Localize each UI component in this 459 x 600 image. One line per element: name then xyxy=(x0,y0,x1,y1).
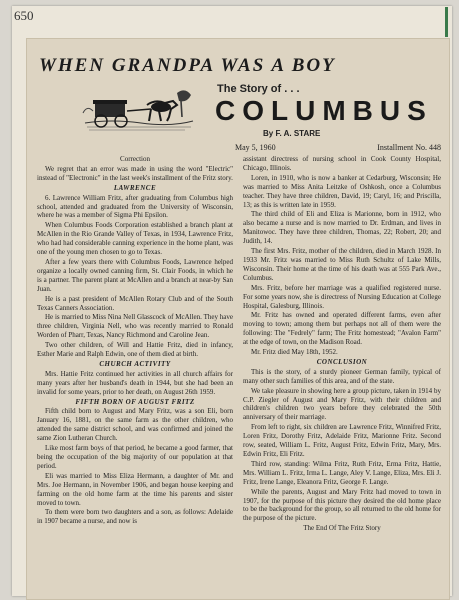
paragraph: 6. Lawrence William Fritz, after graduating from Columbus high school, attended and graduated from the University of Wisconsin, where he was a member of Sigma Phi Epsilon. xyxy=(37,193,233,220)
paragraph: Like most farm boys of that period, he became a good farmer, that being the occupation of the big majority of our population at that period. xyxy=(37,444,233,470)
page-number: 650 xyxy=(14,8,34,23)
paragraph: From left to right, six children are Lawrence Fritz, Winnifred Fritz, Loren Fritz, Dorothy Fritz, Adelaide Fritz, Marionne Fritz. Second row, seated, William L. Fritz, August Fritz, Edwin Fritz, Mary, Mrs. Edwin Fritz, Eli Fritz. xyxy=(243,423,441,458)
scrapbook-page xyxy=(12,6,452,596)
paragraph: The third child of Eli and Eliza is Marionne, born in 1912, who also became a nurse and is now married to Dr. Erdman, and lives in Manitowoc. They have three children, Thomas, 22; Robert, 20; and Judith, 14. xyxy=(243,210,441,246)
section-heading: CHURCH ACTIVITY xyxy=(99,359,171,368)
paragraph: assistant directress of nursing school in Cook County Hospital, Chicago, Illinois. xyxy=(243,155,441,172)
left-text-column xyxy=(37,155,233,527)
paragraph: This is the story, of a sturdy pioneer German family, typical of many other such families of this area, and of the state. xyxy=(243,367,441,385)
paragraph: When Columbus Foods Corporation established a branch plant at McAllen in the Rio Grande Valley of Texas, in 1934, Lawrence Fritz, who had had considerable canning experience in the home plant, was one of the young men chosen to go to Texas. xyxy=(37,221,233,257)
paragraph: While the parents, August and Mary Fritz had moved to town in 1907, for the purpose of this picture they desired the old home place to be the background for the group, so all returned to the old home for the purpose of the picture. xyxy=(243,487,441,523)
correction-heading: Correction xyxy=(120,155,150,163)
closing-line: The End Of The Fritz Story xyxy=(303,524,381,533)
section-heading: CONCLUSION xyxy=(316,357,368,366)
right-text-column xyxy=(243,155,441,534)
paragraph: Eli was married to Miss Eliza Hermann, a daughter of Mr. and Mrs. Joe Hermann, in November 1906, and began house keeping and farming on the old home farm at the time his parents and sister moved to town. xyxy=(37,471,233,507)
paragraph: We take pleasure in showing here a group picture, taken in 1914 by C.P. Ziegler of August and Mary Fritz, with their children and children's children two years before they celebrated the 50th anniversary of their marriage. xyxy=(243,386,441,422)
paragraph: Fifth child born to August and Mary Fritz, was a son Eli, born January 16, 1881, on the same farm as the other children, who attended the same district school, and was confirmed and joined the same Zion Lutheran Church. xyxy=(37,407,233,443)
paragraph: Loren, in 1910, who is now a banker at Cedarburg, Wisconsin; He was married to Miss Anita Leitzke of Oshkosh, once a Columbus teacher. They have three children, David, 19; Caryl, 16; and Priscilla, 13; as this is written late in 1959. xyxy=(243,173,441,209)
paragraph: After a few years there with Columbus Foods, Lawrence helped organize a locally owned canning firm, St. Clair Foods, in which he is a partner. The parent plant at McAllen and a branch at near-by San Juan. xyxy=(37,257,233,293)
section-heading: FIFTH BORN OF AUGUST FRITZ xyxy=(75,397,195,406)
horse-carriage-illustration xyxy=(81,83,197,135)
newspaper-clipping xyxy=(26,38,450,600)
byline: By F. A. STARE xyxy=(263,129,321,138)
dateline xyxy=(235,143,441,152)
issue-date: May 5, 1960 xyxy=(235,143,276,152)
paragraph: He is married to Miss Nina Nell Glasscock of McAllen. They have three children, Virginia Nell, who was recently married to Ronald Worden of Pharr, Texas, Nancy Richmond and Caroline Jean. xyxy=(37,313,233,340)
paragraph: Mrs. Hattie Fritz continued her activities in all church affairs for many years after her husband's death in 1944, but she had been an invalid for some years, prior to her death, on August 26th 1959. xyxy=(37,369,233,396)
title-prefix: The Story of . . . xyxy=(217,83,300,95)
paragraph: Mrs. Fritz, before her marriage was a qualified registered nurse. For some years now, she is directress of Nursing Education at College Hospital, Galesburg, Illinois. xyxy=(243,283,441,310)
paragraph: To them were born two daughters and a son, as follows: Adelaide in 1907 became a nurse, and now is xyxy=(37,508,233,526)
column-banner: WHEN GRANDPA WAS A BOY xyxy=(39,55,336,76)
paragraph: The first Mrs. Fritz, mother of the children, died in March 1928. In 1933 Mr. Fritz was married to Miss Ruth Schultz of Lake Mills, Wisconsin. Their home at the time of his death was at 555 Park Ave., Columbus. xyxy=(243,247,441,282)
installment-number: Installment No. 448 xyxy=(377,143,441,152)
paragraph: Two other children, of Will and Hattie Fritz, died in infancy, Esther Marie and Ralph Edwin, one of them died at birth. xyxy=(37,341,233,359)
binding-tab xyxy=(445,7,448,37)
paragraph: Mr. Fritz died May 18th, 1952. xyxy=(251,348,338,357)
paragraph: We regret that an error was made in using the word "Electric" instead of "Electronic" in the last week's installment of the Fritz story. xyxy=(37,164,233,182)
paragraph: Mr. Fritz has owned and operated different farms, even after moving to town; among them but perhaps not all of them were the following: The "Fedrely" farm; The Fritz homestead; "Avalon Farm" at the edge of town, on the Madison Road. xyxy=(243,311,441,347)
title-columbus: COLUMBUS xyxy=(215,95,433,126)
section-heading: LAWRENCE xyxy=(113,183,157,192)
paragraph: He is a past president of McAllen Rotary Club and of the South Texas Canners Association. xyxy=(37,294,233,312)
paragraph: Third row, standing: Wilma Fritz, Ruth Fritz, Erma Fritz, Hattie, Mrs. William L. Fritz, Irma L. Lange, Aley V. Lange, Eliza, Mrs. Eli J. Fritz, Irene Lange, Eleanora Fritz, George F. Lange. xyxy=(243,459,441,486)
